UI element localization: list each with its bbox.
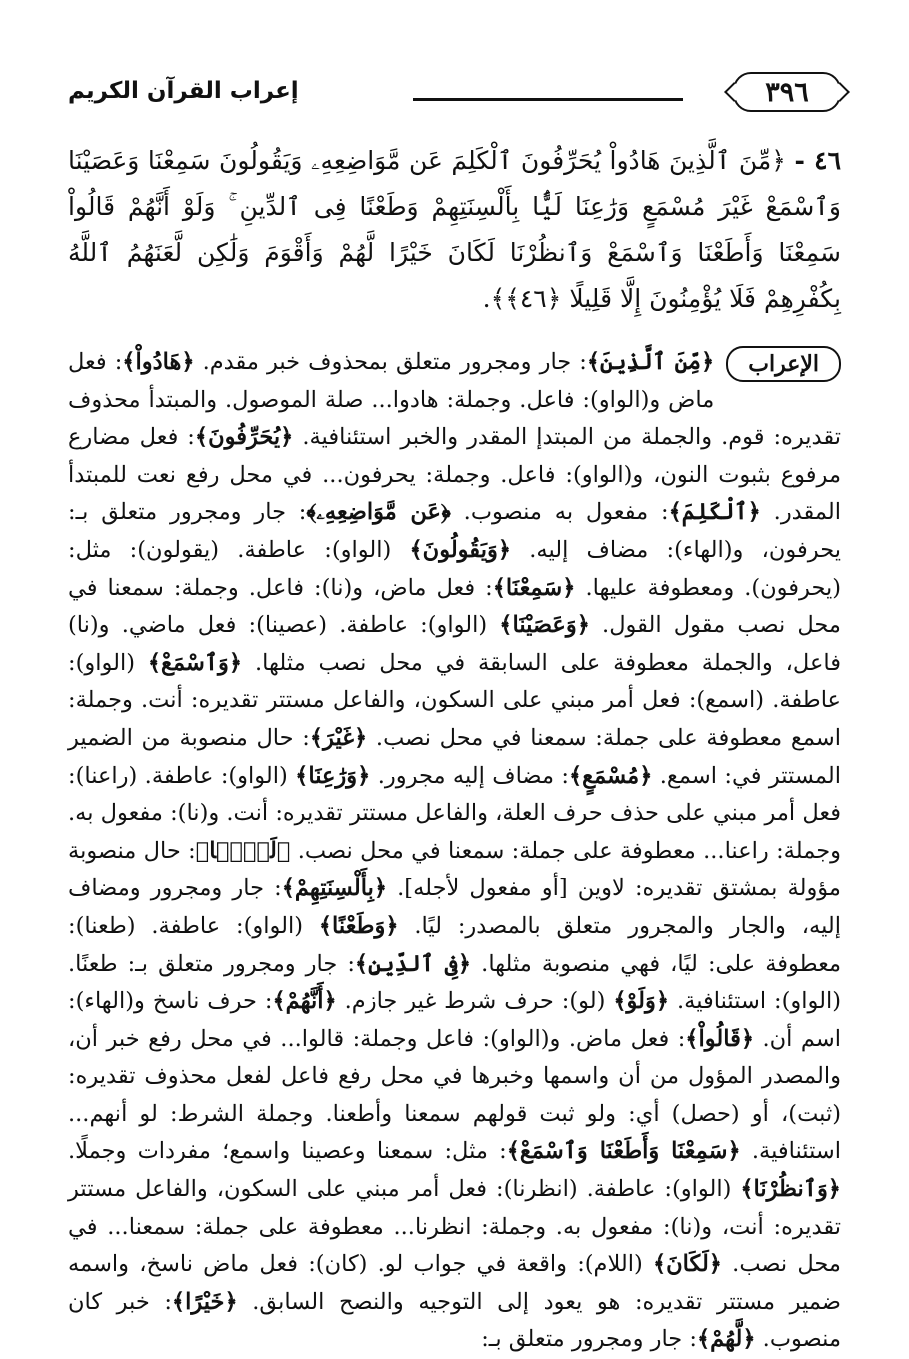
irab-text: : جار ومجرور متعلق بـ: طعنًا. (الواو): استئنافية. <box>68 950 841 1015</box>
quran-word: ﴿وَٱنظُرْنَا﴾ <box>740 1176 841 1203</box>
verse-number: ٤٦ - <box>794 146 841 175</box>
quran-verse <box>68 138 841 322</box>
irab-text: (الواو): عاطفة. (انظرنا): فعل أمر مبني على السكون، والفاعل مستتر تقديره: أنت، و(نا): مفعول به. وجملة: انظرنا... معطوفة على جملة: سمعنا... في محل نصب. <box>68 1176 841 1278</box>
irab-text: : جار ومجرور ومضاف إليه، والجار والمجرور متعلق بالمصدر: ليًا. <box>68 875 841 939</box>
irab-text: : خبر كان منصوب. <box>68 1288 841 1353</box>
irab-text: : مثل: سمعنا وعصينا واسمع؛ مفردات وجملًا. <box>68 1138 507 1165</box>
irab-text: (اللام): واقعة في جواب لو. (كان): فعل ماض ناسخ، واسمه ضمير مستتر تقديره: هو يعود إلى التوجيه والنصح السابق. <box>68 1251 841 1315</box>
irab-text: : حال منصوبة مؤولة بمشتق تقديره: لاوين [أو مفعول لأجله]. <box>68 837 841 902</box>
irab-text: : فعل ماض و(الواو): فاعل. وجملة: هادوا... صلة الموصول. والمبتدأ محذوف تقديره: قوم. والجملة من المبتدإ المقدر والخبر استئنافية. <box>68 349 842 451</box>
quran-word: ﴿وَلَوْ﴾ <box>613 988 670 1015</box>
quran-word: ﴿بِأَلْسِنَتِهِمْ﴾ <box>281 875 388 902</box>
irab-text: : حال منصوبة من الضمير المستتر في: اسمع. <box>68 724 842 789</box>
irab-text: : جار ومجرور متعلق بـ: <box>481 1326 697 1353</box>
quran-word: ﴿أَنَّهُمْ﴾ <box>272 988 337 1015</box>
header-rule <box>413 98 683 101</box>
running-title: إعراب القرآن الكريم <box>68 78 299 104</box>
quran-word: ﴿لَكَانَ﴾ <box>652 1251 722 1278</box>
quran-word: ﴿قَالُواْ﴾ <box>685 1025 755 1052</box>
quran-word: ﴿سَمِعْنَا وَأَطَعْنَا وَٱسْمَعْ﴾ <box>506 1138 741 1165</box>
quran-word: ﴿لَّهُمْ﴾ <box>696 1326 756 1353</box>
irab-text: : جار ومجرور متعلق بـ: يحرفون، و(الهاء): مضاف إليه. <box>68 499 842 563</box>
irab-text: : فعل ماض. و(الواو): فاعل وجملة: قالوا... في محل رفع خبر أن، والمصدر المؤول من أن واسمها وخبرها في محل رفع فاعل لفعل محذوف تقديره: (ثبت)، أو (حصل) أي: ولو ثبت قولهم سمعنا وأطعنا. وجملة الشرط: لو أنهم... استئنافية. <box>68 1025 841 1165</box>
quran-word: ﴿وَٱسْمَعْ﴾ <box>147 649 243 676</box>
irab-body <box>68 344 841 1359</box>
irab-text: (الواو): عاطفة. (راعنا): فعل أمر مبني على حذف حرف العلة، والفاعل مستتر تقديره: أنت. و(نا): مفعول به. وجملة: راعنا... معطوفة على جملة: سمعنا في محل نصب. <box>68 762 841 864</box>
irab-text: : حرف ناسخ و(الهاء): اسم أن. <box>68 988 841 1052</box>
quran-word: ﴿سَمِعْنَا﴾ <box>492 574 576 601</box>
quran-word: ﴿يُحَرِّفُونَ﴾ <box>194 424 294 451</box>
quran-word: ﴿ٱلْكَلِمَ﴾ <box>668 499 761 526</box>
irab-text: (الواو): عاطفة. (يقولون): مثل: (يحرفون). ومعطوفة عليها. <box>68 536 842 601</box>
page-header <box>68 68 841 132</box>
irab-text: (لو): حرف شرط غير جازم. <box>336 988 614 1015</box>
quran-word: ﴿خَيْرًا﴾ <box>171 1288 238 1315</box>
quran-word: ﴿لَيًّۢا﴾ <box>195 837 291 864</box>
quran-word: ﴿مِّنَ ٱلَّذِينَ﴾ <box>586 349 715 375</box>
quran-word: ﴿وَيَقُولُونَ﴾ <box>409 536 512 563</box>
irab-text: : فعل ماض، و(نا): فاعل. وجملة: سمعنا في محل نصب مقول القول. <box>68 574 841 639</box>
irab-text: : فعل مضارع مرفوع بثبوت النون، و(الواو): فاعل. وجملة: يحرفون... في محل رفع نعت للمبتدأ المقدر. <box>68 424 841 526</box>
irab-text: (الواو): عاطفة. (طعنا): معطوفة على: ليًا، فهي منصوبة مثلها. <box>68 912 842 977</box>
irab-label: الإعراب <box>726 346 841 382</box>
page-number: ٣٩٦ <box>733 72 841 112</box>
quran-word: ﴿وَعَصَيْنَا﴾ <box>499 612 590 639</box>
quran-word: ﴿غَيْرَ﴾ <box>309 724 368 751</box>
irab-text: : مضاف إليه مجرور. <box>370 762 569 789</box>
quran-word: ﴿مُسْمَعٍ﴾ <box>568 762 653 789</box>
quran-word: ﴿فِى ٱلدِّينِ﴾ <box>354 950 472 977</box>
quran-word: ﴿وَرَٰعِنَا﴾ <box>295 762 371 789</box>
irab-text: : جار ومجرور متعلق بمحذوف خبر مقدم. <box>194 349 587 375</box>
quran-word: ﴿عَن مَّوَاضِعِهِۦ﴾ <box>306 499 451 526</box>
irab-text: (الواو): عاطفة. (عصينا): فعل ماضي. و(نا) فاعل، والجملة معطوفة على السابقة في محل نصب مثلها. <box>68 612 841 676</box>
verse-text: ﴿مِّنَ ٱلَّذِينَ هَادُواْ يُحَرِّفُونَ ٱلْكَلِمَ عَن مَّوَاضِعِهِۦ وَيَقُولُونَ سَمِعْنَا وَعَصَيْنَا وَٱسْمَعْ غَيْرَ مُسْمَعٍ وَرَٰعِنَا لَيًّۢا بِأَلْسِنَتِهِمْ وَطَعْنًا فِى ٱلدِّينِ ۚ وَلَوْ أَنَّهُمْ قَالُواْ سَمِعْنَا وَأَطَعْنَا وَٱسْمَعْ وَٱنظُرْنَا لَكَانَ خَيْرًا لَّهُمْ وَأَقْوَمَ وَلَٰكِن لَّعَنَهُمُ ٱللَّهُ بِكُفْرِهِمْ فَلَا يُؤْمِنُونَ إِلَّا قَلِيلًا ﴿٤٦﴾﴾. <box>68 146 841 313</box>
quran-word: ﴿وَطَعْنًا﴾ <box>318 912 399 939</box>
irab-section <box>68 344 841 1359</box>
quran-word: ﴿هَادُواْ﴾ <box>122 349 195 375</box>
irab-text: (الواو): عاطفة. (اسمع): فعل أمر مبني على السكون، والفاعل مستتر تقديره: أنت. وجملة: اسمع معطوفة على جملة: سمعنا في محل نصب. <box>68 649 841 751</box>
irab-text: : مفعول به منصوب. <box>450 499 669 526</box>
